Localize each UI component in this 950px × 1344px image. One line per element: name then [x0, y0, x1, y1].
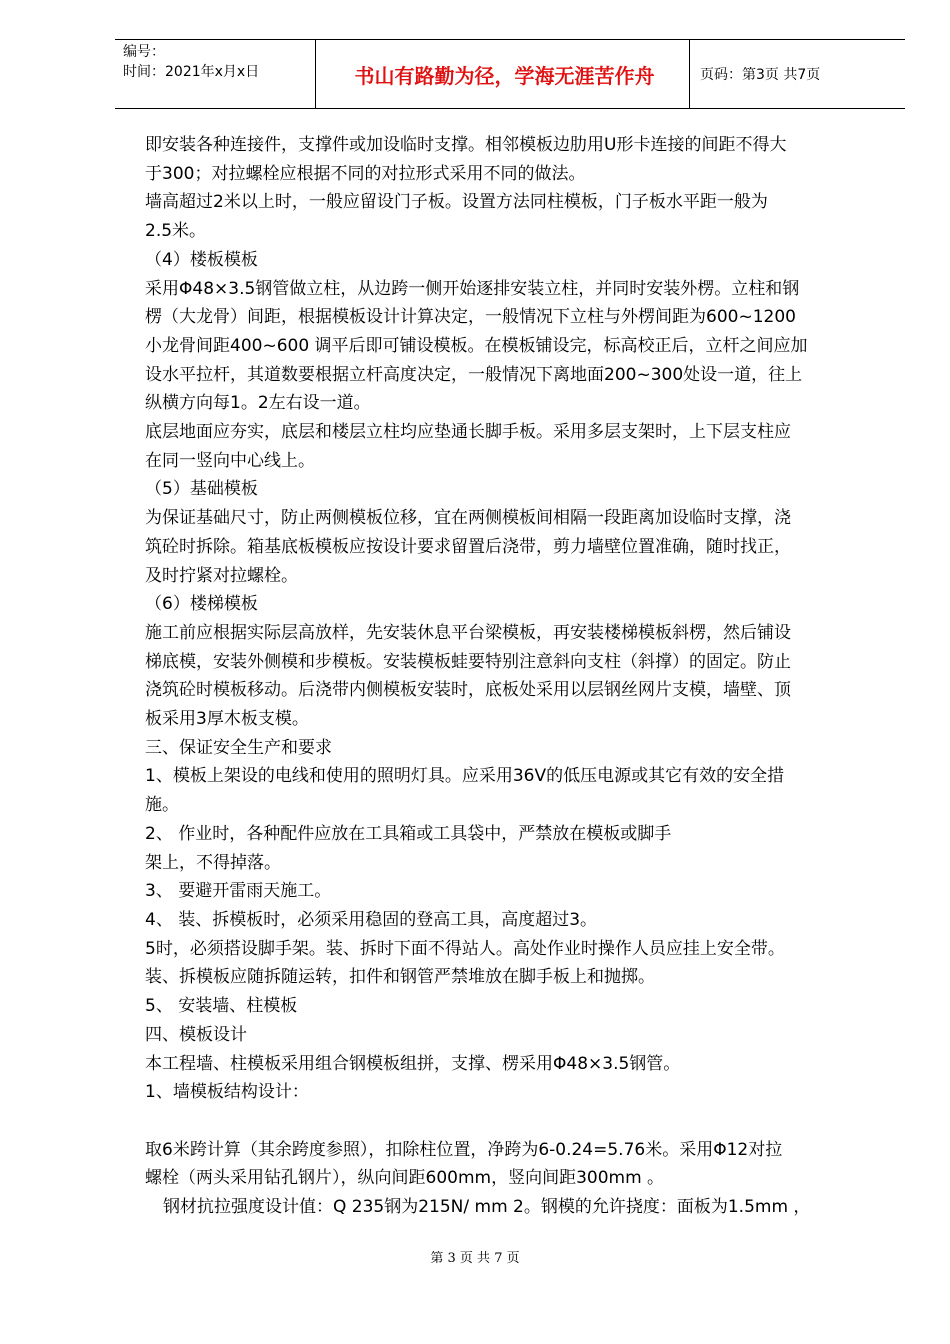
text-line: 采用Φ48×3.5钢管做立柱，从边跨一侧开始逐排安装立柱，并同时安装外楞。立柱和钢 [145, 278, 800, 299]
text-line: 钢材抗拉强度设计值：Q 235钢为215N/ mm 2。钢模的允许挠度：面板为1.5mm ， [163, 1197, 811, 1217]
page-header [115, 39, 905, 109]
time-label: 时间：2021年x月x日 [123, 64, 260, 80]
text-line: （6）楼梯模板 [145, 594, 258, 615]
page-label: 页码：第3页 共7页 [700, 67, 821, 83]
text-line: 取6米跨计算（其余跨度参照），扣除柱位置，净跨为6-0.24=5.76米。采用Φ12对拉 [145, 1139, 783, 1160]
text-line: 2、 作业时，各种配件应放在工具箱或工具袋中，严禁放在模板或脚手 [145, 823, 672, 844]
text-line: 三、保证安全生产和要求 [145, 737, 332, 758]
number-label: 编号： [123, 44, 165, 60]
text-line: 及时拧紧对拉螺栓。 [145, 565, 298, 586]
text-line: 螺栓（两头采用钻孔钢片），纵向间距600mm，竖向间距300mm 。 [145, 1168, 665, 1189]
text-line: 梯底模，安装外侧模和步模板。安装模板蛙要特别注意斜向支柱（斜撑）的固定。防止 [145, 651, 791, 672]
text-line: 即安装各种连接件，支撑件或加设临时支撑。相邻模板边肋用U形卡连接的间距不得大 [145, 135, 787, 155]
text-line: 楞（大龙骨）间距，根据模板设计计算决定，一般情况下立柱与外楞间距为600~1200 [145, 307, 796, 328]
text-line: 于300；对拉螺栓应根据不同的对拉形式采用不同的做法。 [145, 163, 586, 184]
text-line [145, 1107, 885, 1136]
text-line: 1、模板上架设的电线和使用的照明灯具。应采用36V的低压电源或其它有效的安全措 [145, 766, 785, 787]
text-line: 3、 要避开雷雨天施工。 [145, 881, 332, 902]
text-line: 板采用3厚木板支模。 [145, 709, 309, 730]
header-divider [689, 40, 690, 108]
text-line: 施。 [145, 795, 179, 816]
text-line: 5时，必须搭设脚手架。装、拆时下面不得站人。高处作业时操作人员应挂上安全带。 [145, 938, 785, 959]
text-line: 纵横方向每1。2左右设一道。 [145, 393, 371, 414]
text-line: 本工程墙、柱模板采用组合钢模板组拼，支撑、楞采用Φ48×3.5钢管。 [145, 1053, 681, 1074]
page-footer: 第 3 页 共 7 页 [430, 1251, 520, 1266]
document-body [145, 131, 885, 1222]
text-line: （5）基础模板 [145, 479, 258, 500]
text-line: 2.5米。 [145, 221, 207, 242]
text-line: 底层地面应夯实，底层和楼层立柱均应垫通长脚手板。采用多层支架时，上下层支柱应 [145, 422, 791, 443]
text-line: 5、 安装墙、柱模板 [145, 996, 298, 1017]
text-line: 1、墙模板结构设计： [145, 1082, 309, 1103]
text-line: 在同一竖向中心线上。 [145, 450, 315, 471]
text-line: （4）楼板模板 [145, 249, 258, 270]
text-line: 为保证基础尺寸，防止两侧模板位移，宜在两侧模板间相隔一段距离加设临时支撑，浇 [145, 508, 791, 529]
text-line: 小龙骨间距400~600 调平后即可铺设模板。在模板铺设完，标高校正后，立杆之间应加 [145, 335, 808, 356]
motto: 书山有路勤为径，学海无涯苦作舟 [354, 63, 655, 88]
text-line: 设水平拉杆，其道数要根据立杆高度决定，一般情况下离地面200~300处设一道，往上 [145, 364, 803, 385]
text-line: 墙高超过2米以上时，一般应留设门子板。设置方法同柱模板，门子板水平距一般为 [145, 192, 768, 213]
text-line: 施工前应根据实际层高放样，先安装休息平台梁模板，再安装楼梯模板斜楞，然后铺设 [145, 622, 791, 643]
text-line: 装、拆模板应随拆随运转，扣件和钢管严禁堆放在脚手板上和抛掷。 [145, 967, 655, 988]
header-meta [123, 42, 259, 82]
text-line: 四、模板设计 [145, 1024, 247, 1045]
text-line: 架上，不得掉落。 [145, 852, 281, 873]
header-divider [315, 40, 316, 108]
text-line: 筑砼时拆除。箱基底板模板应按设计要求留置后浇带，剪力墙壁位置准确，随时找正， [145, 536, 791, 557]
text-line: 4、 装、拆模板时，必须采用稳固的登高工具，高度超过3。 [145, 909, 598, 930]
text-line: 浇筑砼时模板移动。后浇带内侧模板安装时，底板处采用以层钢丝网片支模，墙壁、顶 [145, 680, 791, 701]
